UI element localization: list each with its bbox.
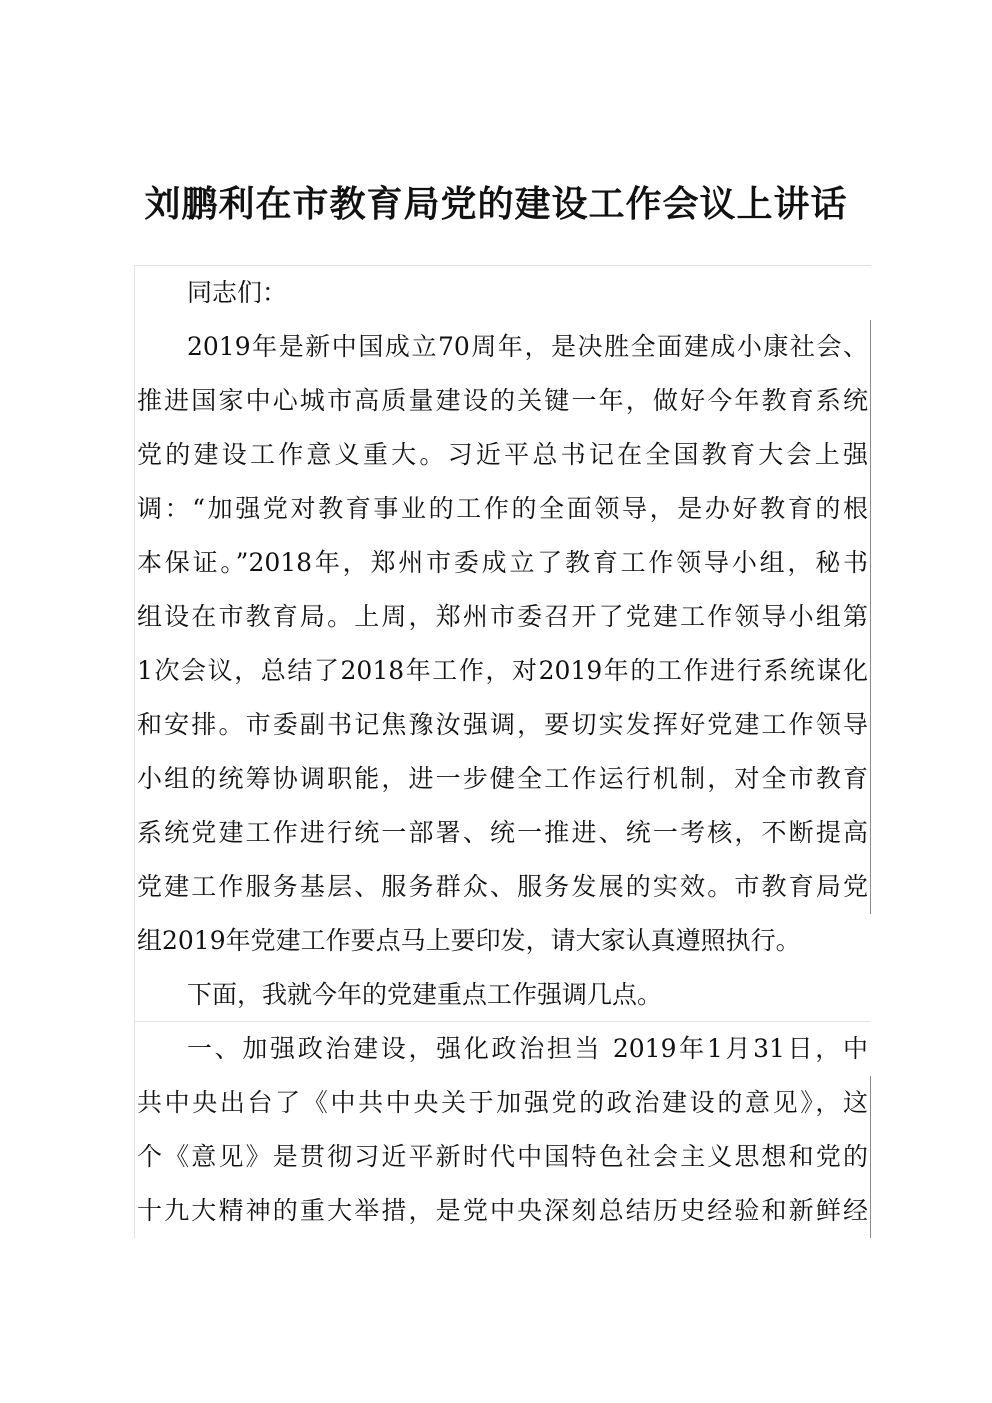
text-line: 组2019年党建工作要点马上要印发，请大家认真遵照执行。 — [137, 926, 801, 955]
text-line: 党的建设工作意义重大。习近平总书记在全国教育大会上强 — [135, 428, 871, 482]
document-title: 刘鹏利在市教育局党的建设工作会议上讲话 — [144, 183, 848, 225]
section-heading-line: 一、加强政治建设，强化政治担当 2019年1月31日，中 — [187, 1034, 868, 1063]
text-line: 共中央出台了《中共中央关于加强党的政治建设的意见》，这 — [135, 1076, 871, 1130]
salutation-line: 同志们： — [187, 278, 288, 307]
text-line: 十九大精神的重大举措，是党中央深刻总结历史经验和新鲜经 — [135, 1184, 871, 1238]
text-line: 1次会议，总结了2018年工作，对2019年的工作进行系统谋化 — [135, 644, 871, 698]
body-text-frame — [134, 265, 871, 1238]
text-line: 2019年是新中国成立70周年，是决胜全面建成小康社会、 — [135, 320, 871, 374]
text-line: 小组的统筹协调职能，进一步健全工作运行机制，对全市教育 — [135, 752, 871, 806]
text-line: 系统党建工作进行统一部署、统一推进、统一考核，不断提高 — [135, 806, 871, 860]
text-line: 组设在市教育局。上周，郑州市委召开了党建工作领导小组第 — [135, 590, 871, 644]
text-line: 党建工作服务基层、服务群众、服务发展的实效。市教育局党 — [135, 860, 871, 914]
text-line: 和安排。市委副书记焦豫汝强调，要切实发挥好党建工作领导 — [135, 698, 871, 752]
text-line: 调：“加强党对教育事业的工作的全面领导，是办好教育的根 — [135, 482, 871, 536]
text-line: 推进国家中心城市高质量建设的关键一年，做好今年教育系统 — [135, 374, 871, 428]
text-line: 下面，我就今年的党建重点工作强调几点。 — [135, 968, 871, 1022]
text-line: 本保证。”2018年，郑州市委成立了教育工作领导小组，秘书 — [135, 536, 871, 590]
text-line: 个《意见》是贯彻习近平新时代中国特色社会主义思想和党的 — [135, 1130, 871, 1184]
